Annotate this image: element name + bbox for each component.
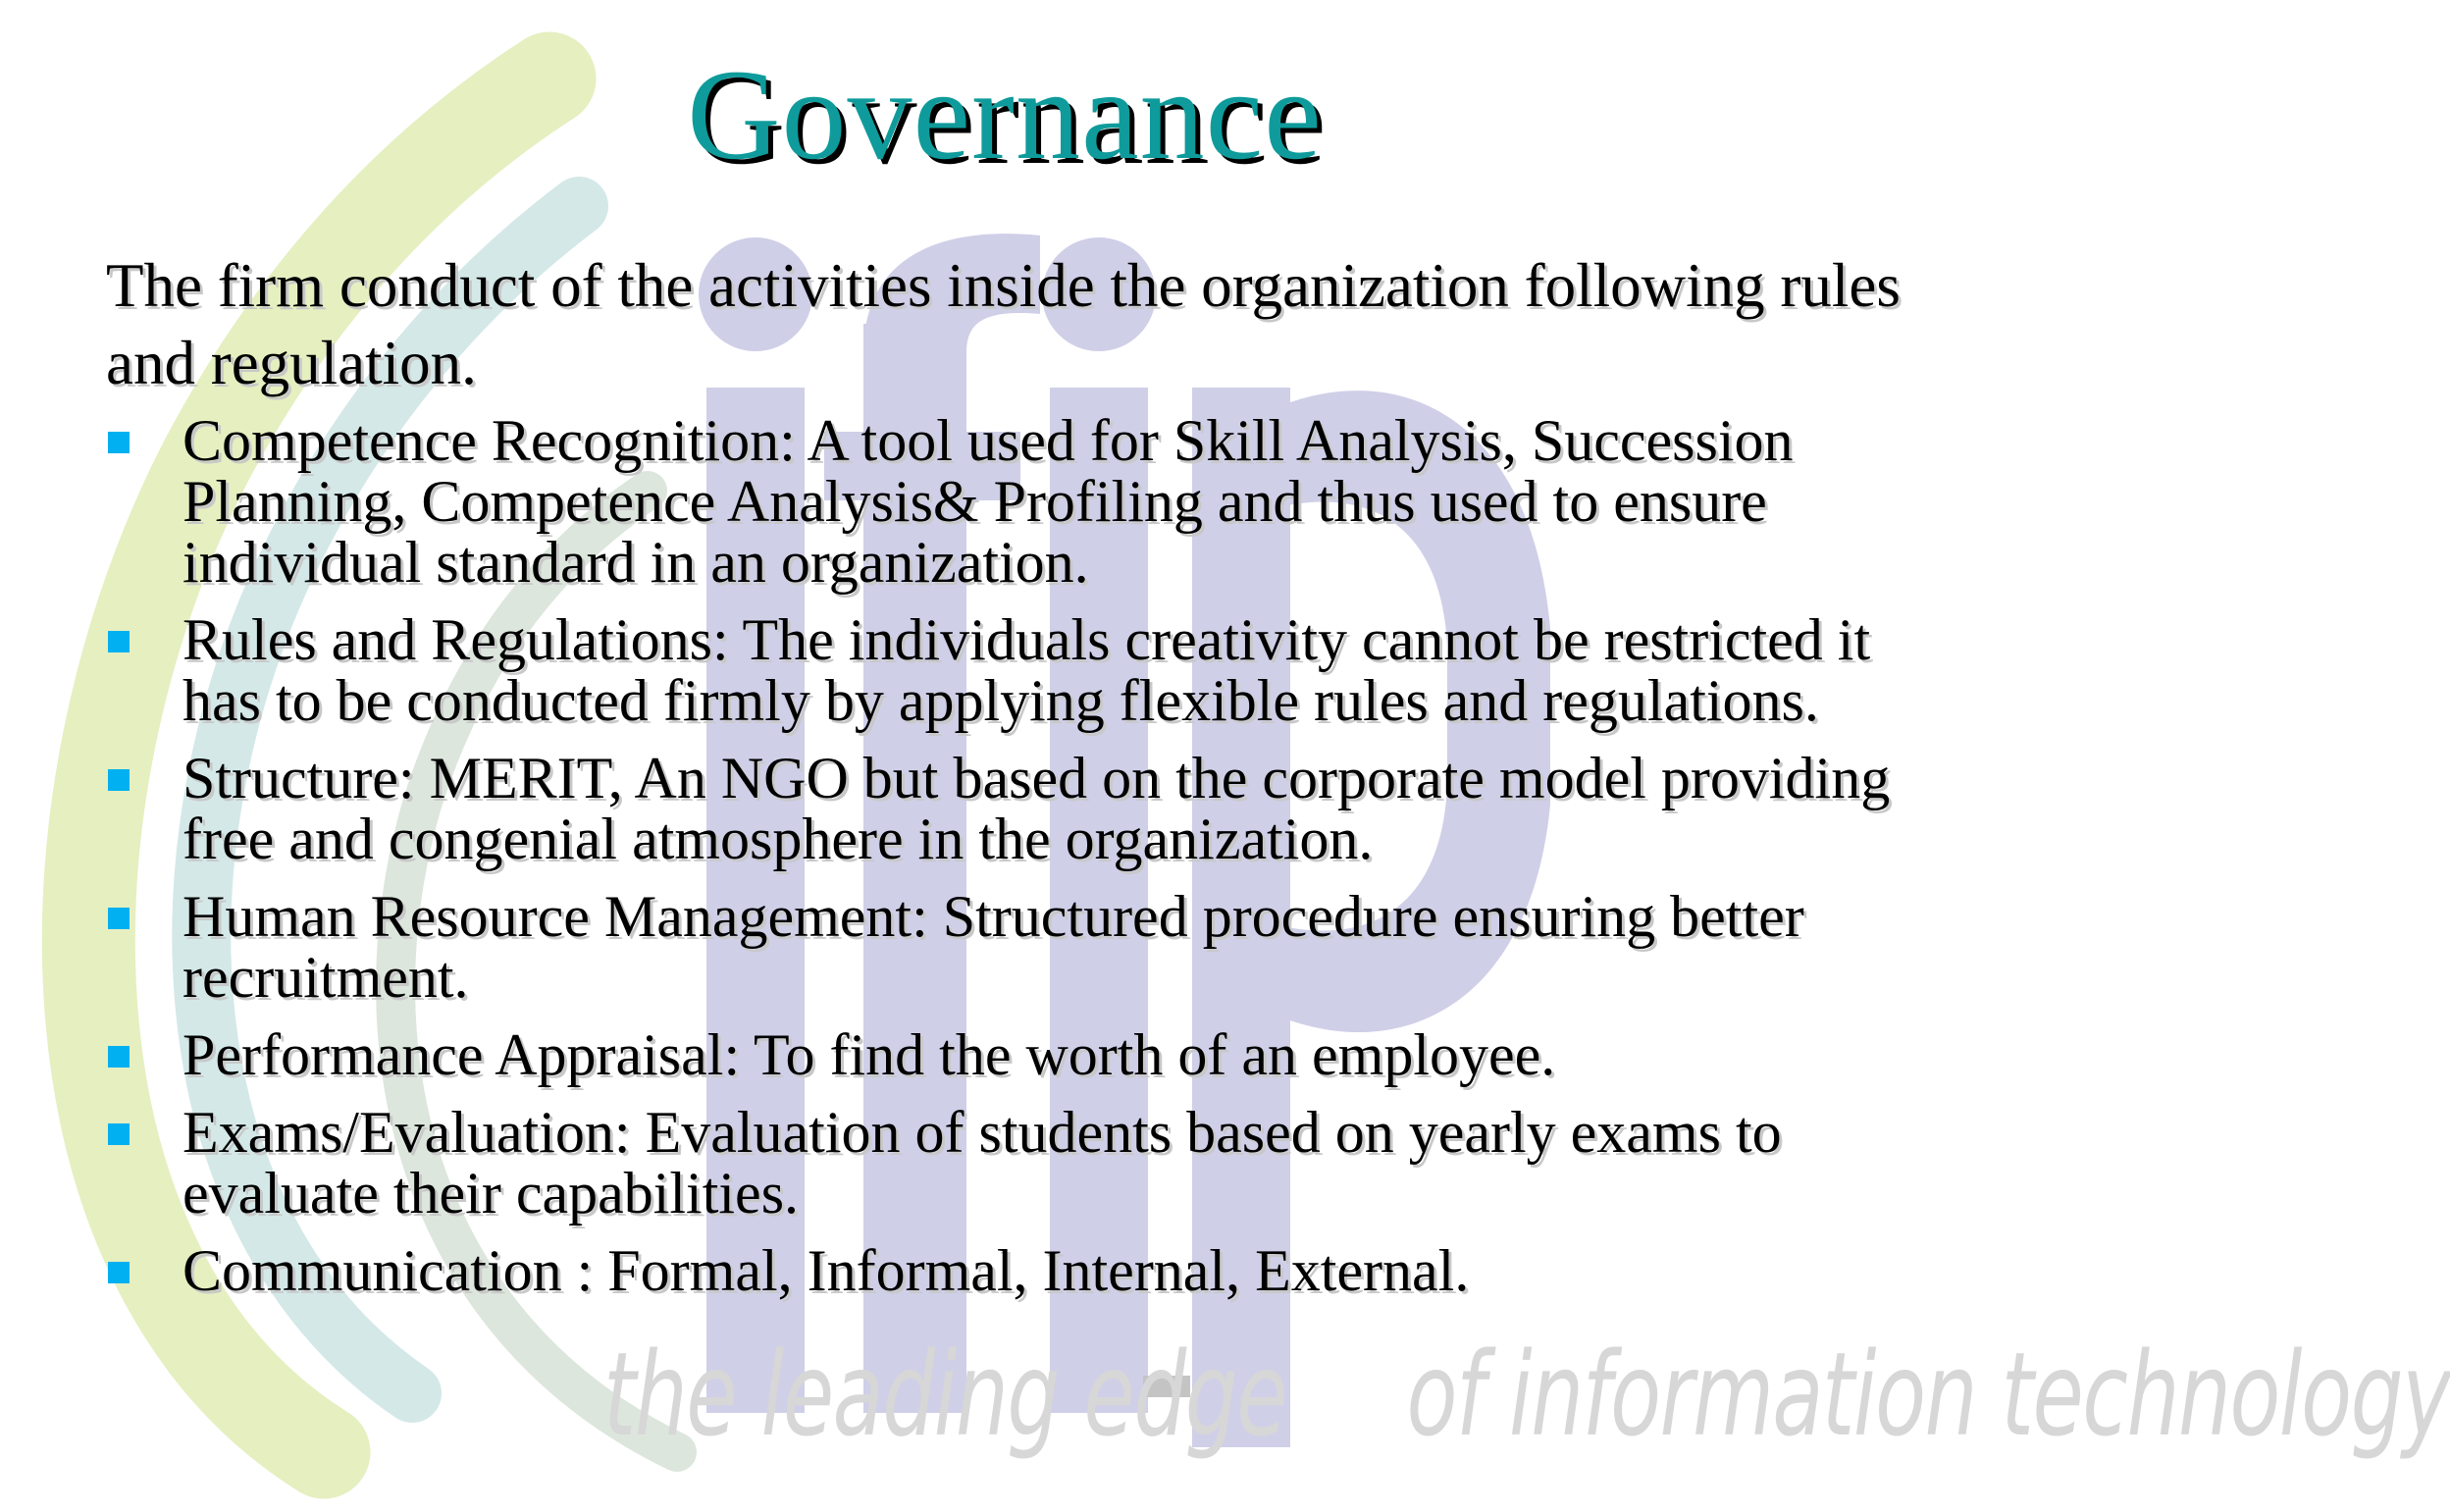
bullet-text: Structure: MERIT, An NGO but based on the corporate model providing free and congenial atmosphere in the organization. — [182, 746, 1891, 871]
bullet-text: Rules and Regulations: The individuals creativity cannot be restricted it has to be conducted firmly by applying flexible rules and regulations. — [182, 607, 1871, 733]
bullet-text: Competence Recognition: A tool used for Skill Analysis, Succession Planning, Competence Analysis& Profiling and thus used to ensure individual standard in an organization. — [182, 408, 1794, 595]
bullet-text: Human Resource Management: Structured procedure ensuring better recruitment. — [182, 884, 1804, 1010]
logo-tagline-right: of information technology — [1406, 1327, 2450, 1462]
bullet-list — [106, 410, 1951, 1318]
list-item — [106, 1102, 1951, 1224]
square-bullet-icon — [108, 769, 130, 791]
intro-paragraph: The firm conduct of the activities inside the organization following rules and regulation. — [106, 251, 1901, 397]
page-title: Governance — [687, 42, 1323, 186]
square-bullet-icon — [108, 908, 130, 929]
list-item — [106, 886, 1951, 1008]
square-bullet-icon — [108, 432, 130, 453]
square-bullet-icon — [108, 631, 130, 652]
list-item — [106, 748, 1951, 869]
list-item — [106, 410, 1951, 593]
logo-tagline — [603, 1327, 2450, 1462]
bullet-text: Communication : Formal, Informal, Internal, External. — [182, 1238, 1470, 1303]
list-item — [106, 609, 1951, 731]
bullet-text: Performance Appraisal: To find the worth of an employee. — [182, 1022, 1556, 1087]
square-bullet-icon — [108, 1046, 130, 1068]
list-item — [106, 1024, 1951, 1085]
square-bullet-icon — [108, 1123, 130, 1145]
logo-tagline-left: the leading edge — [603, 1327, 1287, 1462]
list-item — [106, 1240, 1951, 1301]
bullet-text: Exams/Evaluation: Evaluation of students based on yearly exams to evaluate their capabilities. — [182, 1100, 1782, 1225]
square-bullet-icon — [108, 1262, 130, 1283]
